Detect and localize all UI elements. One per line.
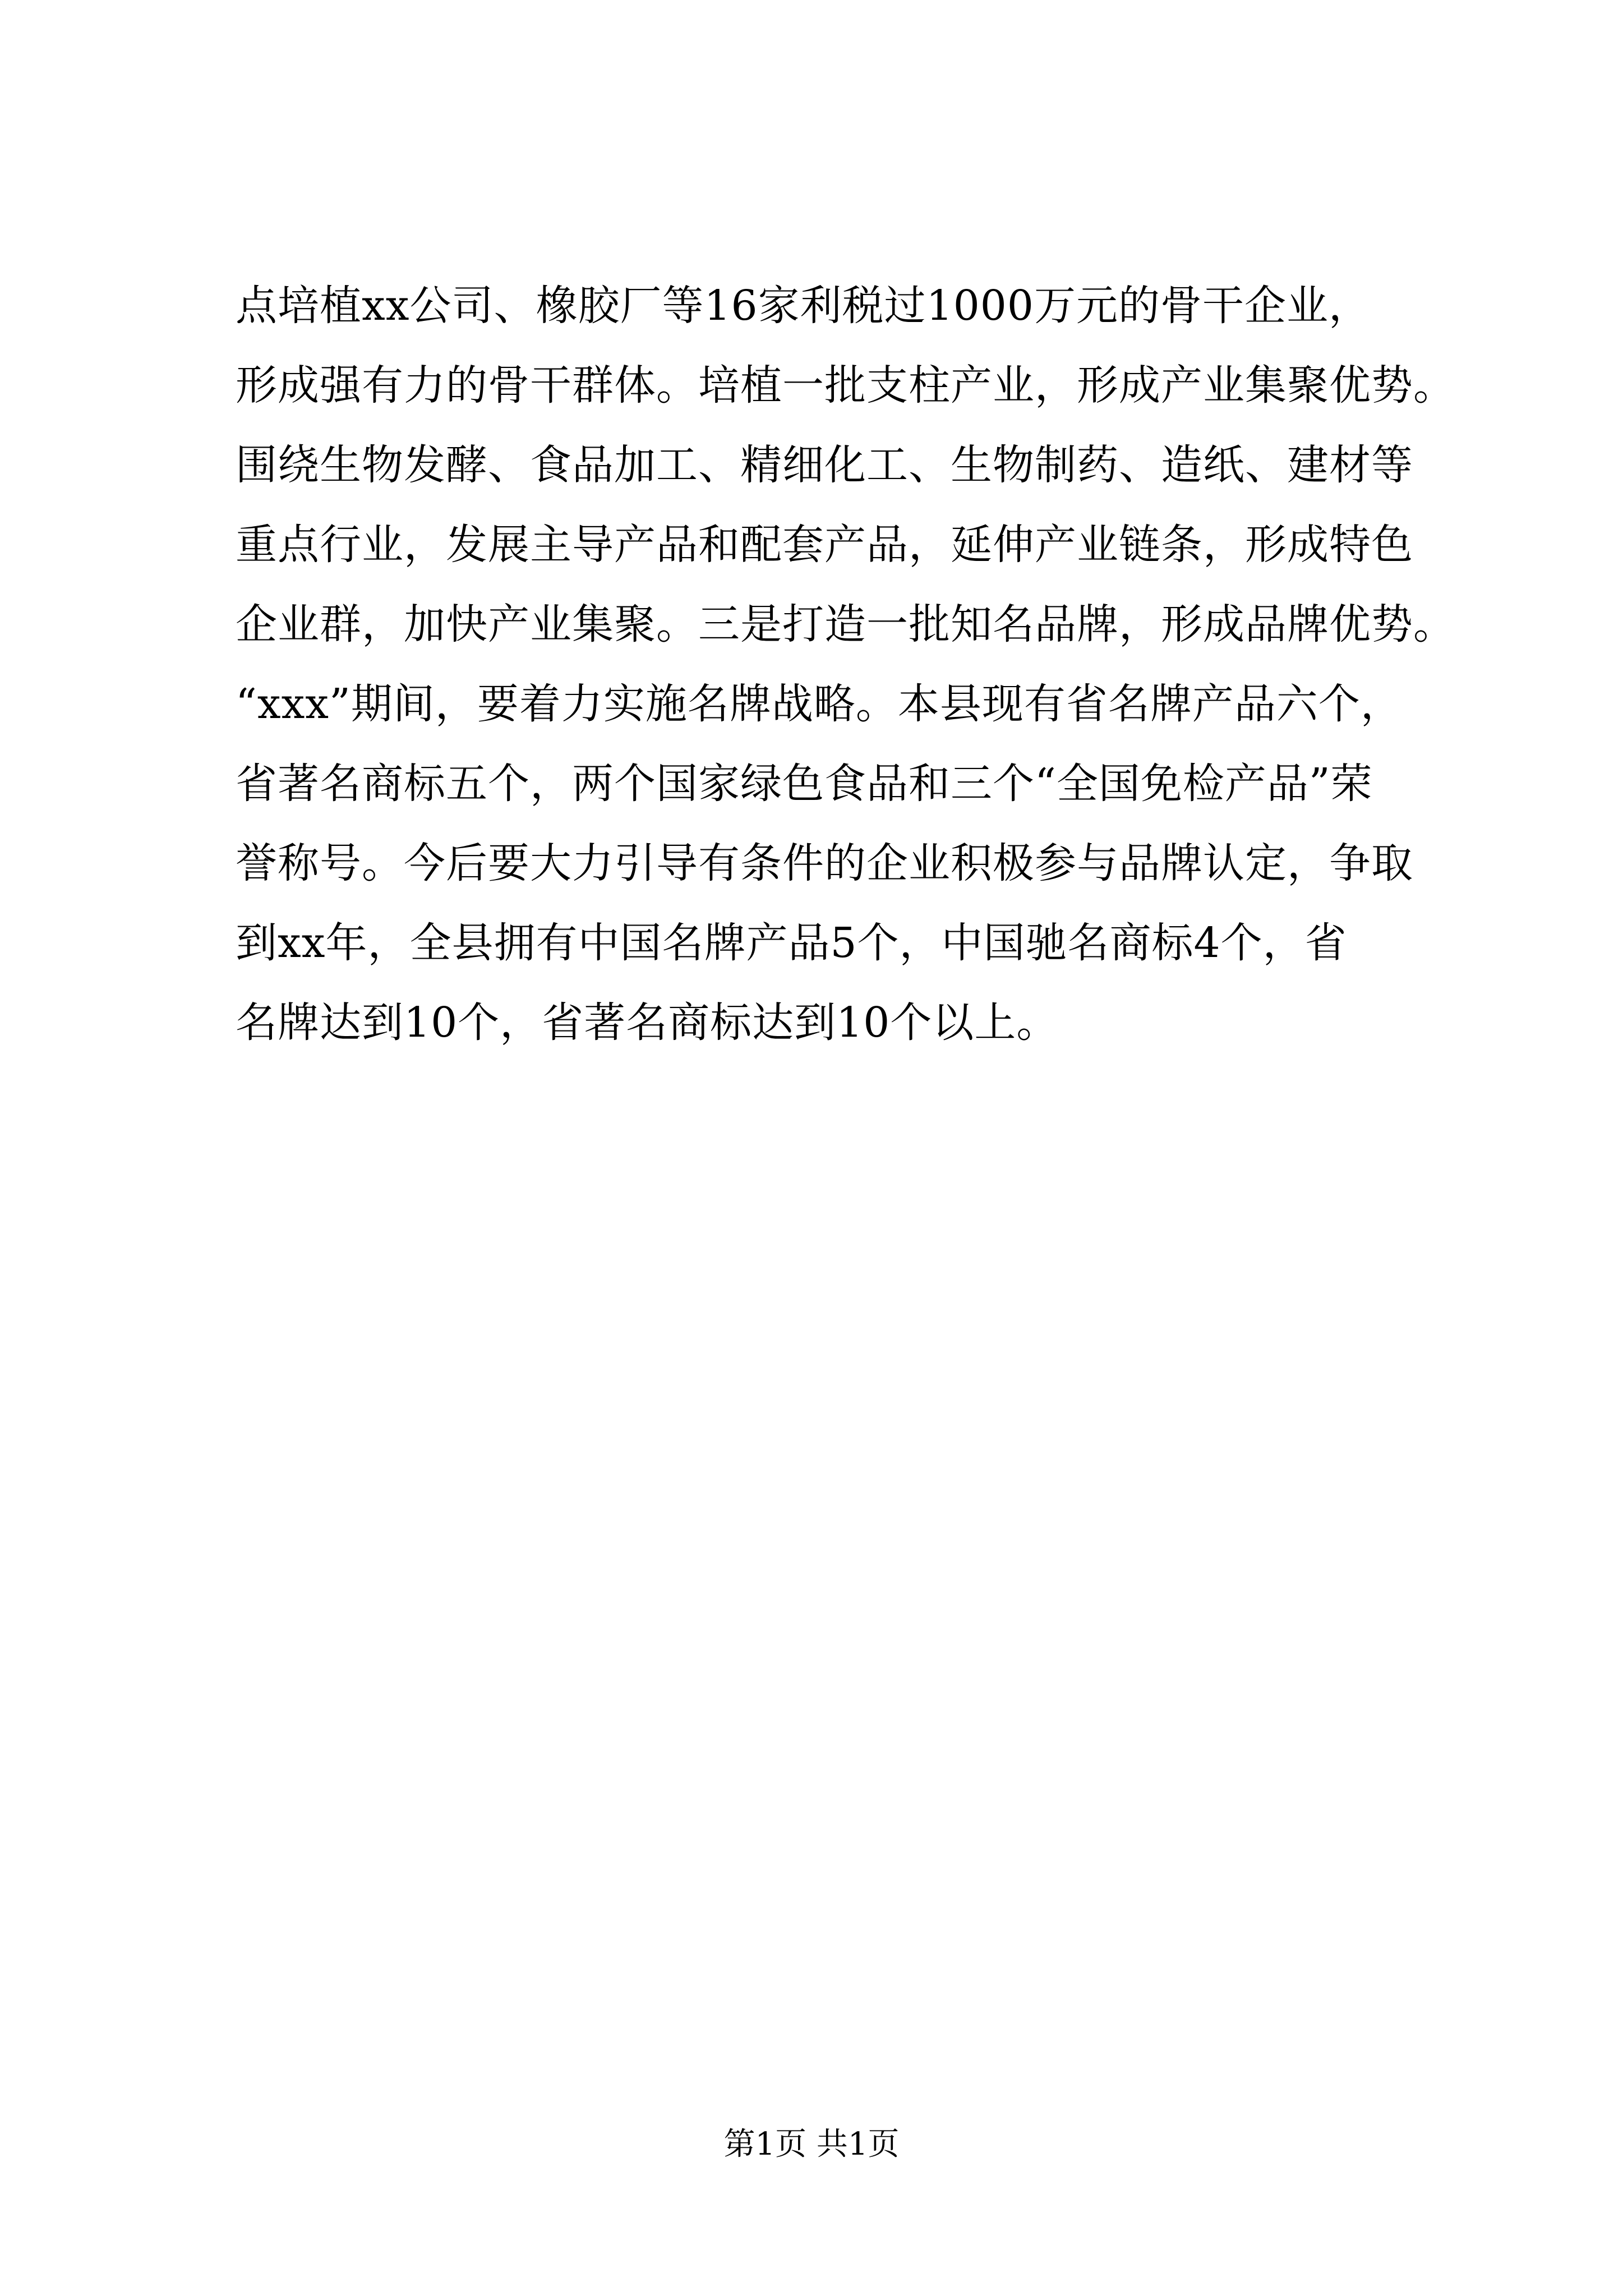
- text-line: “xxx”期间，要着力实施名牌战略。本县现有省名牌产品六个，: [236, 680, 1403, 728]
- page-number-footer: 第1页 共1页: [723, 2126, 900, 2162]
- body-paragraph: [236, 266, 1455, 1062]
- text-line: 誉称号。今后要大力引导有条件的企业积极参与品牌认定，争取: [236, 839, 1413, 887]
- text-line: 名牌达到10个，省著名商标达到10个以上。: [236, 999, 1059, 1047]
- text-line: 重点行业，发展主导产品和配套产品，延伸产业链条，形成特色: [236, 521, 1413, 569]
- text-line: 形成强有力的骨干群体。培植一批支柱产业，形成产业集聚优势。: [236, 361, 1455, 409]
- text-line: 省著名商标五个，两个国家绿色食品和三个“全国免检产品”荣: [236, 760, 1373, 808]
- text-line: 到xx年，全县拥有中国名牌产品5个，中国驰名商标4个，省: [236, 919, 1347, 967]
- text-line: 企业群，加快产业集聚。三是打造一批知名品牌，形成品牌优势。: [236, 600, 1455, 648]
- text-line: 点培植xx公司、橡胶厂等16家利税过1000万元的骨干企业，: [236, 282, 1371, 330]
- text-line: 围绕生物发酵、食品加工、精细化工、生物制药、造纸、建材等: [236, 441, 1413, 489]
